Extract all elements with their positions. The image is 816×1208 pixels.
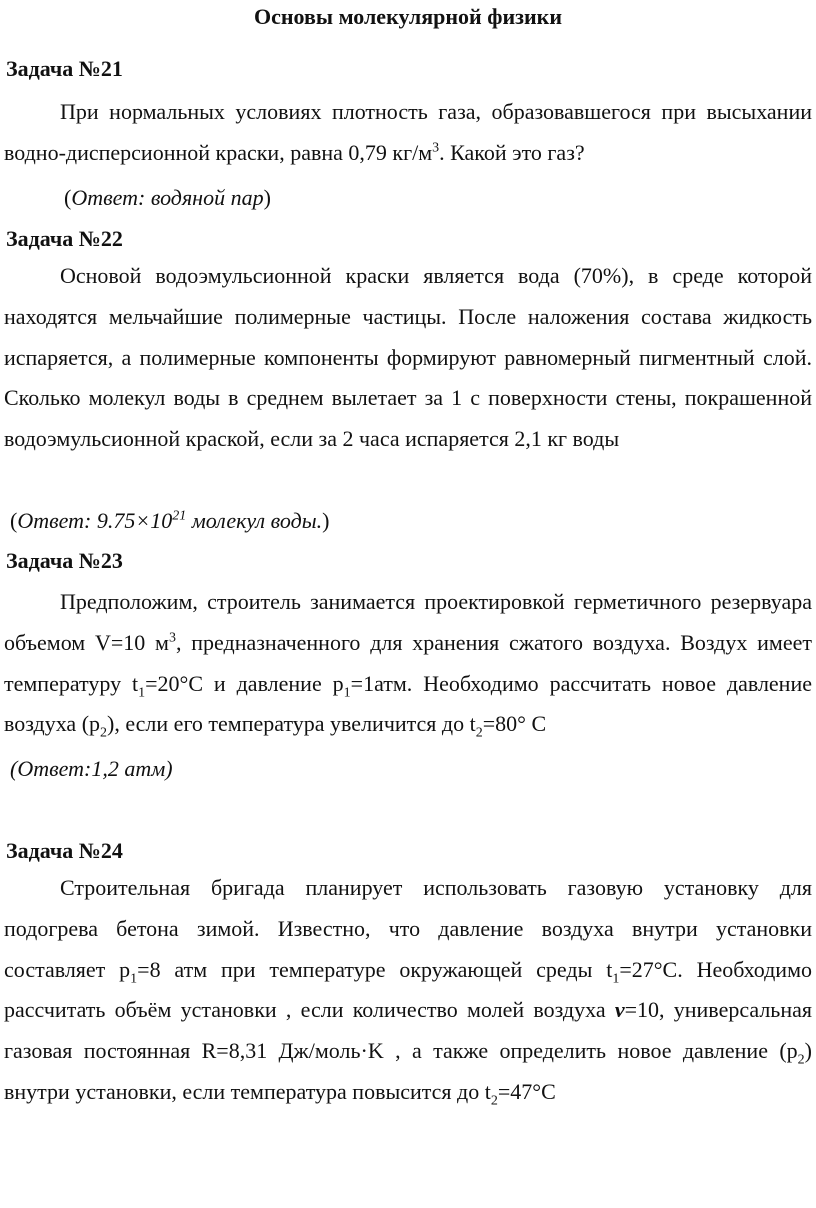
task-23-heading: Задача №23 (6, 548, 123, 573)
task-24-text (4, 868, 812, 1113)
task-22-heading: Задача №22 (6, 226, 123, 251)
task-24-t5-sub: 2 (490, 1093, 498, 1109)
task-24-t3: =27°C. Необходимо рассчитать объём установки , если количество молей воздуха (4, 956, 812, 1023)
task-24-t4-sub: 2 (797, 1052, 805, 1068)
task-23-t2: , предназначенного для хранения сжатого воздуха. Воздух имеет температуру t (4, 629, 812, 696)
task-22-text (4, 256, 812, 460)
task-22-paren-open: ( (10, 508, 18, 533)
task-22-answer-sup: 21 (172, 508, 187, 524)
task-23-answer: (Ответ:1,2 атм) (10, 756, 173, 781)
task-21-text-b: . Какой это газ? (439, 139, 585, 165)
task-24-t2: =8 атм при температуре окружающей среды t (137, 956, 613, 982)
task-23-t1-sup: 3 (168, 630, 176, 646)
task-23-t2-sub: 1 (138, 684, 146, 700)
task-22-paren-close: ) (322, 508, 330, 533)
task-23-t5-sub: 2 (475, 725, 483, 741)
nu-symbol: ν (614, 997, 625, 1023)
task-21-sup: 3 (432, 140, 440, 156)
task-24-t1: Строительная бригада планирует использовать газовую установку для подогрева бетона зимой. Известно, что давление воздуха внутри установки составляет p (4, 875, 812, 982)
task-23-t4-sub: 2 (100, 725, 108, 741)
task-24-t4: =10, универсальная газовая постоянная R=8,31 Дж/моль·K , а также определить новое давление (p (4, 997, 812, 1064)
task-22-answer-value: : 9.75×10 (84, 508, 173, 533)
task-23-text (4, 582, 812, 745)
task-22-answer-label: Ответ (17, 508, 85, 533)
task-24-t2-sub: 1 (612, 970, 620, 986)
task-24-t1-sub: 1 (130, 970, 138, 986)
task-23-t1: Предположим, строитель занимается проектировкой герметичного резервуара объемом V=10 м (4, 589, 812, 655)
task-24-t5: ) внутри установки, если температура повысится до t (4, 1038, 812, 1104)
task-21-answer: (Ответ: водяной пар) (64, 185, 271, 210)
task-21-text-a: При нормальных условиях плотность газа, образовавшегося при высыхании водно-дисперсионной краски, равна 0,79 кг/м (4, 99, 812, 165)
task-23-t3-sub: 1 (343, 684, 351, 700)
task-21-answer-text: Ответ: водяной пар (71, 185, 264, 210)
task-21-heading: Задача №21 (6, 56, 123, 81)
task-24-t6: =47°C (497, 1078, 556, 1104)
page-title: Основы молекулярной физики (254, 4, 562, 29)
task-23-t6: =80° C (482, 711, 547, 737)
task-23-t3: =20°C и давление p (145, 670, 344, 696)
task-23-t5: ), если его температура увеличится до t (107, 711, 476, 737)
task-23-t4: =1атм. Необходимо рассчитать новое давление воздуха (p (4, 670, 812, 737)
task-22-answer (10, 508, 329, 534)
task-22-answer-unit: молекул воды. (186, 508, 323, 533)
task-22-text-a: Основой водоэмульсионной краски является вода (70%), в среде которой находятся мельчайшие полимерные частицы. После наложения состава жидкость испаряется, а полимерные компоненты формируют равномерный пигментный слой. Сколько молекул воды в среднем вылетает за 1 с поверхности стены, покрашенной водоэмульсионной краской, если за 2 часа испаряется 2,1 кг воды (4, 263, 812, 452)
task-21-text (4, 92, 812, 174)
task-24-heading: Задача №24 (6, 838, 123, 863)
